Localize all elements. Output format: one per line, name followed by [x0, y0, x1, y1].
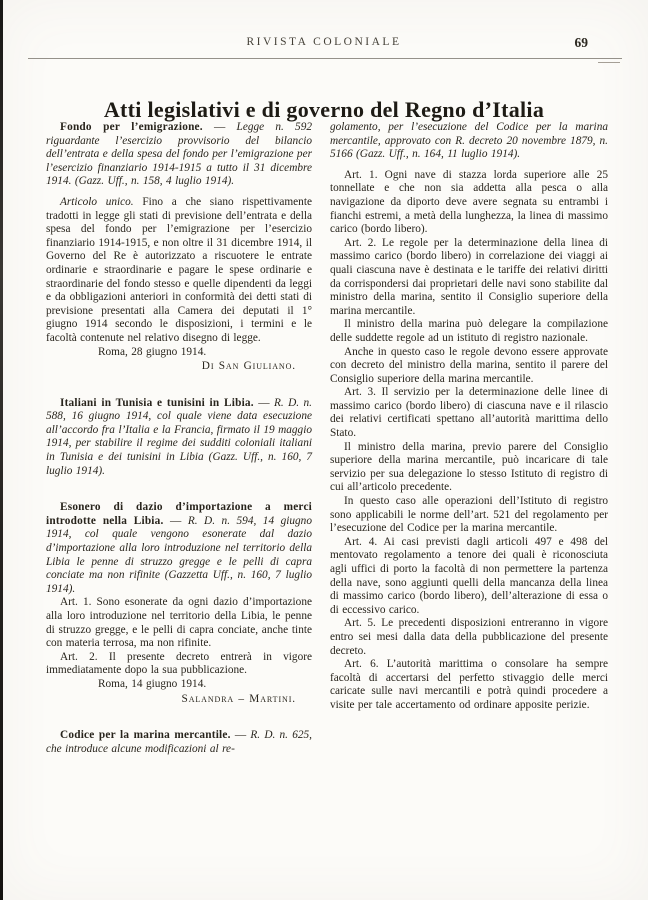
text-segment-bold: Codice per la marina mercantile.	[60, 729, 231, 742]
running-head: RIVISTA COLONIALE	[246, 36, 402, 48]
section-lead	[46, 397, 312, 479]
paragraph-art-3	[330, 386, 608, 440]
text-segment-italic: R. D. n. 625, che introduce alcune modificazioni al re-	[46, 729, 312, 755]
text-segment-italic: Articolo unico.	[60, 195, 134, 208]
text-segment-smallcaps: Salandra – Martini.	[181, 692, 296, 705]
paragraph-art-1	[330, 169, 608, 237]
paragraph-art-1	[46, 596, 312, 650]
text-segment-roman: In questo caso alle operazioni dell’Istituto di registro sono applicabili le norme dell’art. 521 del regolamento per l’esecuzione del Codice per la marina mercantile.	[330, 495, 608, 535]
text-segment-roman: Anche in questo caso le regole devono essere approvate con decreto del ministro della marina, sentito il parere del Consiglio superiore della marina mercantile.	[330, 345, 608, 385]
text-segment-roman: —	[163, 514, 188, 527]
paragraph-art-5	[330, 617, 608, 658]
text-segment-roman: Fino a che siano rispettivamente tradotti in legge gli stati di previsione dell’entrata e della spesa del fondo per l’emigrazione per l’esercizio finanziario 1914-1915, e non oltre il 31 dicembre 1914, il Governo del Re è autorizzato a riscuotere le entrate ordinarie e straordinarie e pagare le spese ordinarie e straordinarie del fondo stesso e quelle dipendenti da leggi e da obbligazioni anteriori in conformità dei detti stati di previsione presentati alla Camera dei deputati il 1° giugno 1914 secondo le disposizioni, i termini e le facoltà contenute nel relativo disegno di legge.	[46, 195, 312, 344]
right-column	[330, 121, 608, 756]
text-segment-bold: Esonero di dazio d’importazione a merci introdotte nella Libia.	[46, 501, 312, 527]
text-segment-italic: R. D. n. 594, 14 giugno 1914, col quale vengono esonerate dal dazio d’importazione alla loro introduzione nel territorio della Libia le penne di struzzo gregge e le pelli di capra conciate ma non rifinite (Gazzetta Uff., n. 160, 7 luglio 1914).	[46, 514, 312, 595]
text-segment-roman: Il ministro della marina può delegare la compilazione delle suddette regole ad un istituto di registro nazionale.	[330, 318, 608, 344]
dateline	[46, 678, 312, 692]
paragraph-articolo-unico	[46, 196, 312, 346]
text-segment-italic: R. D. n. 588, 16 giugno 1914, col quale viene data esecuzione all’accordo fra l’Italia e la Francia, firmato il 19 maggio 1914, per stabilire il regime dei sudditi coloniali italiani in Tunisia e dei tunisini in Libia (Gazz. Uff., n. 160, 7 luglio 1914).	[46, 396, 312, 477]
section-esonero-dazio	[46, 501, 312, 706]
header-rule	[28, 58, 622, 64]
header-rule-tick	[598, 62, 620, 63]
paragraph-art-6	[330, 658, 608, 712]
text-segment-roman: —	[253, 396, 274, 409]
section-italiani-tunisia	[46, 397, 312, 479]
paragraph-art-2	[330, 237, 608, 319]
text-segment-roman: Art. 2. Le regole per la determinazione della linea di massimo carico (bordo libero) in correlazione dei viaggi ai quali ciascuna nave è destinata e le tariffe dei relativi diritti da corrispondersi dai proprietari delle navi sono stabilite dal ministro della marina, sentito il Consiglio superiore della marina mercantile.	[330, 236, 608, 317]
dateline	[46, 346, 312, 360]
signature	[46, 360, 312, 374]
text-segment-roman: Art. 3. Il servizio per la determinazione delle linee di massimo carico (bordo libero) di ciascuna nave e il rilascio dei relativi certificati spettano all’autorità marittima dello Stato.	[330, 386, 608, 440]
page-title: Atti legislativi e di governo del Regno d’Italia	[103, 96, 545, 122]
section-fondo-emigrazione	[46, 121, 312, 374]
header-rule-line	[28, 58, 622, 59]
section-codice-marina	[46, 729, 312, 756]
page-number: 69	[574, 35, 588, 50]
text-segment-roman: Art. 1. Sono esonerate da ogni dazio d’importazione alla loro introduzione nel territorio della Libia, le penne di struzzo gregge, e le pelli di capra conciate, anche tinte con materia terrosa, ma non rifinite.	[46, 596, 312, 650]
left-column	[46, 121, 312, 756]
signature	[46, 693, 312, 707]
section-codice-marina-continuation	[330, 121, 608, 713]
text-segment-bold: Fondo per l’emigrazione.	[60, 121, 203, 133]
paragraph	[330, 318, 608, 345]
paragraph	[330, 495, 608, 536]
text-segment-roman: Il ministro della marina, previo parere del Consiglio superiore della marina mercantile, può incaricare di tale servizio per sua delegazione lo stesso Istituto di registro di cui all’articolo precedente.	[330, 440, 608, 494]
text-segment-roman: Roma, 28 giugno 1914.	[98, 345, 207, 358]
text-segment-roman: Art. 6. L’autorità marittima o consolare ha sempre facoltà di accertarsi del perfetto stivaggio delle merci caricate sulle navi mercantili e potrà quindi procedere a visite per tale accertamento od ordinare apposite perizie.	[330, 658, 608, 711]
section-lead	[46, 729, 312, 756]
text-segment-italic: Legge n. 592 riguardante l’esercizio provvisorio del bilancio dell’entrata e della spesa del fondo per l’emigrazione per l’esercizio finanziario 1914-1915 a tutto il 31 dicembre 1914. (Gazz. Uff., n. 158, 4 luglio 1914).	[46, 121, 313, 188]
section-lead	[46, 501, 312, 596]
text-segment-roman: Art. 1. Ogni nave di stazza lorda superiore alle 25 tonnellate e che non sia addetta alla pesca o alla navigazione da diporto deve avere segnata su entrambi i fianchi estremi, a metà della lunghezza, la linea di massimo carico (bordo libero).	[330, 168, 608, 236]
paragraph-art-4	[330, 536, 608, 618]
text-segment-italic: golamento, per l’esecuzione del Codice per la marina mercantile, approvato con R. decreto 20 novembre 1879, n. 5166 (Gazz. Uff., n. 164, 11 luglio 1914).	[330, 121, 608, 161]
paragraph	[330, 346, 608, 387]
text-segment-roman: Art. 4. Ai casi previsti dagli articoli 497 e 498 del mentovato regolamento a tenore dei quali è riconosciuta agli uffici di porto la facoltà di non permettere la partenza della nave, sono aggiunti quelli della mancanza della linea di massimo carico (bordo libero), dell’alterazione di essa o di eccessivo carico.	[330, 535, 608, 616]
text-segment-roman: Art. 2. Il presente decreto entrerà in vigore immediatamente dopo la sua pubblicazione.	[46, 650, 312, 677]
columns	[46, 121, 608, 756]
text-segment-smallcaps: Di San Giuliano.	[201, 360, 296, 373]
text-segment-roman: Art. 5. Le precedenti disposizioni entreranno in vigore entro sei mesi dalla data della pubblicazione del presente decreto.	[330, 617, 608, 657]
text-segment-roman: Roma, 14 giugno 1914.	[98, 677, 207, 690]
section-lead	[46, 121, 312, 189]
scan-edge-artifact	[0, 0, 3, 900]
paragraph-continuation	[330, 121, 608, 162]
paragraph-art-2	[46, 651, 312, 678]
text-segment-roman: —	[202, 121, 237, 133]
running-head-row	[0, 36, 648, 52]
text-segment-roman: —	[230, 729, 251, 742]
text-segment-bold: Italiani in Tunisia e tunisini in Libia.	[60, 396, 254, 409]
paragraph	[330, 441, 608, 495]
